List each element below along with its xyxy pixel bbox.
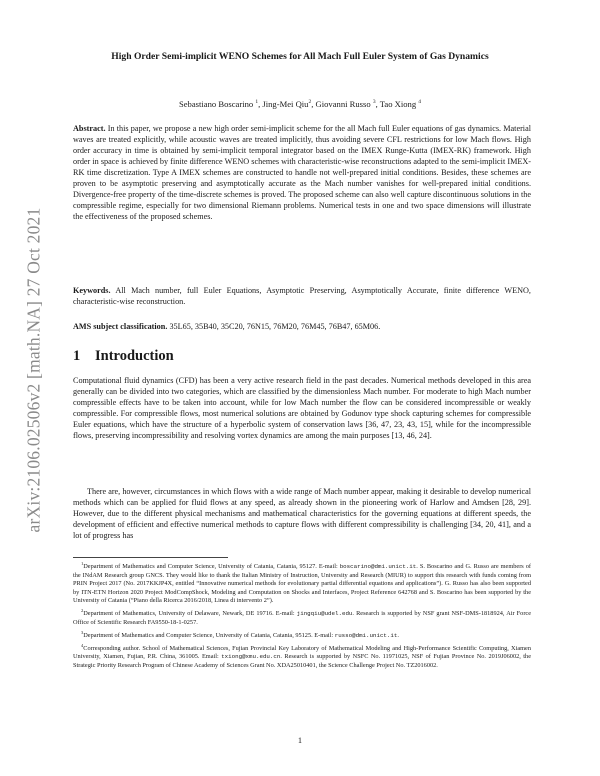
author-list: Sebastiano Boscarino $^1$, Jing-Mei Qiu$^2$, Giovanni Russo $^3$, Tao Xiong $^4$ <box>178 99 422 109</box>
footnotes <box>73 560 531 672</box>
author-name: Sebastiano Boscarino <box>178 99 254 109</box>
footnote-mark: 4 <box>81 642 84 648</box>
footnote <box>73 560 531 606</box>
email-link[interactable]: boscarino@dmi.unict.it <box>339 563 417 571</box>
ams-classification <box>73 322 531 333</box>
keywords-label: Keywords. <box>73 286 111 295</box>
author-footnote-mark[interactable]: 3 <box>372 99 376 106</box>
footnote <box>73 607 531 627</box>
author-name: Giovanni Russo <box>315 99 371 109</box>
footnote <box>73 642 531 671</box>
author-name: Jing-Mei Qiu <box>262 99 309 109</box>
author-name: Tao Xiong <box>379 99 417 109</box>
page-number: 1 <box>297 736 303 745</box>
footnote-mark: 1 <box>81 561 84 566</box>
footnote-text: . S. Boscarino and G. Russo are members of the INdAM Research group GNCS. They would like to thank the Italian Ministry of Instruction, University and Research (MIUR) to support this research with funds coming from PRIN Project 2017 (No. 2017KKJP4X, entitled “Innovative numerical methods for evolutionary partial differential equations and applications”). G. Russo has also been supported by ITN-ETN Horizon 2020 Project ModCompShock, Modeling and Computation on Shocks and Interfaces, Project Reference 642768 and S. Boscarino has been supported by the University of Catania (“Piano della Ricerca 2016/2018, Linea di intervento 2”). <box>73 563 531 605</box>
keywords-text: All Mach number, full Euler Equations, Asymptotic Preserving, Asymptotically Accurate, finite difference WENO, characteristic-wise reconstruction. <box>73 286 531 306</box>
footnote <box>73 629 531 641</box>
paper-title: High Order Semi-implicit WENO Schemes for All Mach Full Euler System of Gas Dynamics <box>111 51 489 62</box>
email-link[interactable]: russo@dmi.unict.it <box>334 631 398 639</box>
footnote-text: . <box>397 631 399 639</box>
section-title: Introduction <box>95 348 174 364</box>
body-paragraph: Computational fluid dynamics (CFD) has been a very active research field in the past decades. Numerical methods developed in this area generally can be divided into two categories, which are classified by the dimensionless Mach number. For moderate to high Mach number compressible effects have to be taken into account, while for low Mach number the flow can be considered incompressible or weakly compressible. For compressible flows, most numerical solutions are obtained by Godunov type shock capturing schemes for compressible Euler equations, which have the structure of a hyperbolic system of conservation laws [36, 47, 23, 43, 15], while for the incompressible flows, preserving incompressibility and resolving vortex dynamics are among the main purposes [13, 46, 24]. <box>73 376 531 441</box>
ams-label: AMS subject classification. <box>73 322 168 331</box>
body-paragraph: There are, however, circumstances in which flows with a wide range of Mach number appear, making it desirable to develop numerical methods which can be applied for fluid flows at any speed, as already shown in the pioneering work of Harlow and Amdsen [28, 29]. However, due to the different physical mechanisms and mathematical characteristics for the governing equations at different speeds, the development of efficient and effective numerical methods to capture flows with different compressibility is challenging [34, 20, 41], and a lot of progress has <box>73 487 531 541</box>
author-footnote-mark[interactable]: 2 <box>308 99 312 106</box>
footnote-text: Department of Mathematics, University of Delaware, Newark, DE 19716. E-mail: <box>83 610 297 618</box>
ams-codes: 35L65, 35B40, 35C20, 76N15, 76M20, 76M45, 76B47, 65M06. <box>169 322 381 331</box>
footnote-text: . Research is supported by NSFC No. 11971025, NSF of Fujian Province No. 2019J06002, the Strategic Priority Research Program of Chinese Academy of Sciences Grant No. XDA25010401, the Science Challenge Project No. TZ2016002. <box>73 653 531 669</box>
email-link[interactable]: jingqiu@udel.edu <box>296 610 353 618</box>
author-footnote-mark[interactable]: 4 <box>418 99 422 106</box>
section-heading <box>73 348 174 365</box>
abstract-label: Abstract. <box>73 124 106 133</box>
footnote-text: . Research is supported by NSF grant NSF-DMS-1818924, Air Force Office of Scientific Research FA9550-18-1-0257. <box>73 610 532 626</box>
abstract-text: In this paper, we propose a new high order semi-implicit scheme for the all Mach full Euler equations of gas dynamics. Material waves are treated explicitly, while acoustic waves are treated implicitly, thus avoiding severe CFL restrictions for low Mach flows. High order accuracy in time is obtained by semi-implicit temporal integrator based on the IMEX Runge-Kutta (IMEX-RK) framework. High order in space is achieved by finite difference WENO schemes with characteristic-wise reconstructions adapted to the semi-implicit IMEX-RK time discretization. Type A IMEX schemes are constructed to handle not well-prepared initial conditions. Besides, these schemes are proven to be asymptotic preserving and asymptotically accurate as the Mach number vanishes for well-prepared initial conditions. Divergence-free property of the time-discrete schemes is proved. The proposed scheme can also well capture discontinuous solutions in the compressible regime, especially for two dimensional Riemann problems. Numerical tests in one and two space dimensions will illustrate the effectiveness of the proposed schemes. <box>73 124 531 221</box>
email-link[interactable]: txiong@xmu.edu.cn <box>221 653 281 661</box>
author-footnote-mark[interactable]: 1 <box>255 99 259 106</box>
footnote-text: Corresponding author. School of Mathematical Sciences, Fujian Provincial Key Laboratory of Mathematical Modeling and High-Performance Scientific Computing, Xiamen University, Xiamen, Fujian, P.R. China, 361005. Email: <box>73 644 531 661</box>
footnote-text: Department of Mathematics and Computer Science, University of Catania, Catania, 95127. E-mail: <box>83 563 340 571</box>
footnote-text: Department of Mathematics and Computer Science, University of Catania, Catania, 95125. E-mail: <box>83 631 335 639</box>
footnote-mark: 3 <box>81 629 84 635</box>
arxiv-identifier-stamp: arXiv:2106.02506v2 [math.NA] 27 Oct 2021 <box>23 207 44 533</box>
keywords <box>73 286 531 308</box>
section-number: 1 <box>73 348 81 364</box>
footnote-mark: 2 <box>81 608 84 614</box>
footnote-divider <box>73 557 228 558</box>
abstract <box>73 124 531 223</box>
